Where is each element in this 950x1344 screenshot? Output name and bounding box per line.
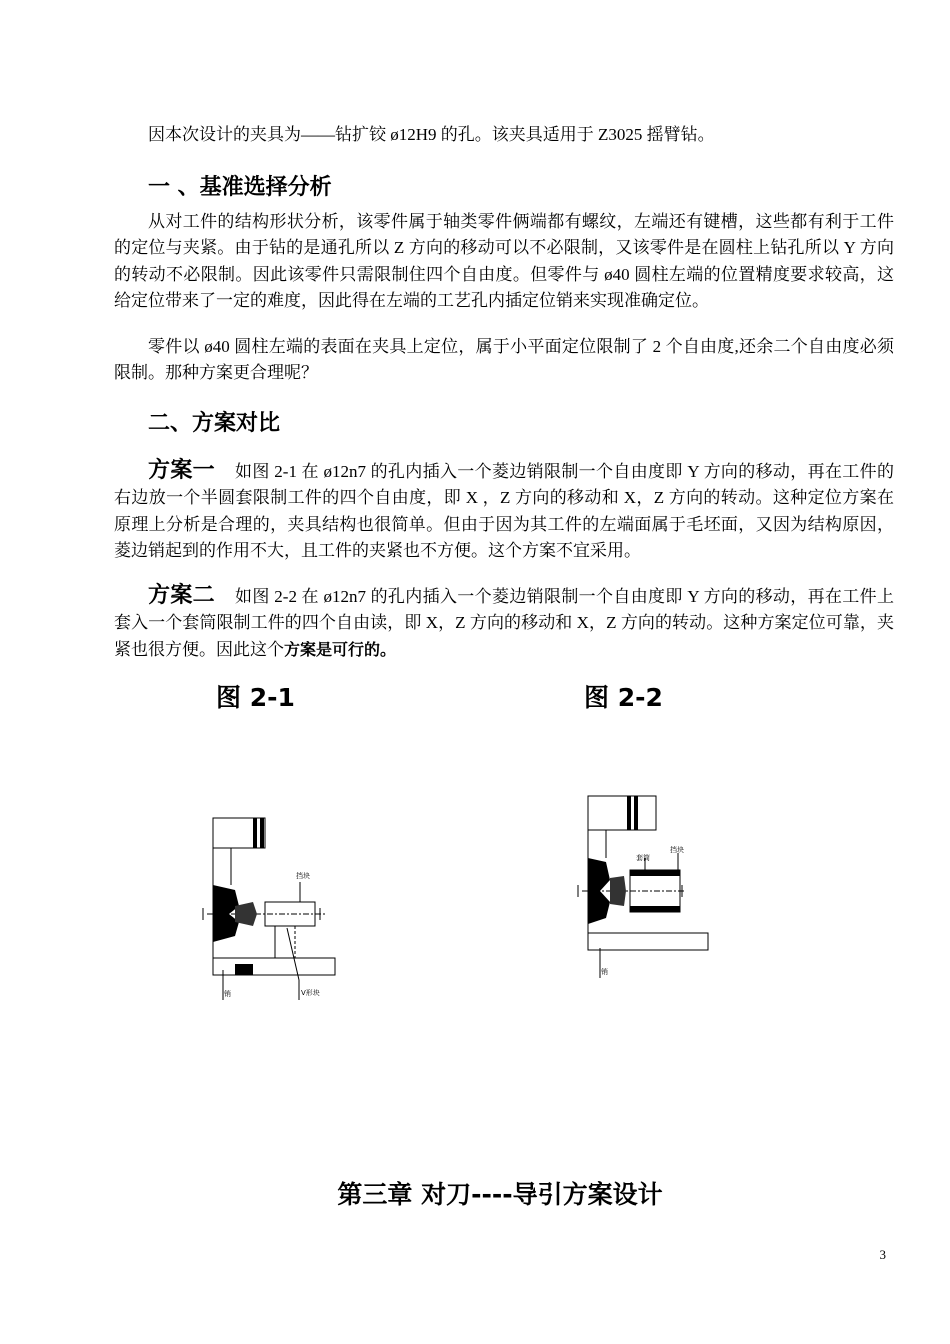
figure-2-1-drawing xyxy=(195,810,345,1010)
figure-2-2-drawing xyxy=(570,788,720,988)
fig2-top-label: 挡块 xyxy=(670,846,684,854)
scheme2-label: 方案二 xyxy=(148,583,216,608)
scheme2-conclusion: 方案是可行的。 xyxy=(284,639,397,659)
scheme1-label: 方案一 xyxy=(148,458,216,483)
fig1-vblock-label: V形块 xyxy=(301,989,320,997)
scheme2-paragraph xyxy=(114,583,894,663)
section1-heading: 一 、基准选择分析 xyxy=(148,175,332,200)
scheme1-paragraph xyxy=(114,458,894,565)
figure-2-1-caption: 图 2-1 xyxy=(216,683,295,712)
figure-2-2-caption: 图 2-2 xyxy=(584,683,663,712)
fig2-pin-label: 销 xyxy=(601,968,608,976)
section1-paragraph-2: 零件以 ø40 圆柱左端的表面在夹具上定位，属于小平面定位限制了 2 个自由度,还余二个自由度必须限制。那种方案更合理呢？ xyxy=(114,337,894,383)
section2-heading: 二、方案对比 xyxy=(148,411,281,436)
intro-paragraph: 因本次设计的夹具为——钻扩铰 ø12H9 的孔。该夹具适用于 Z3025 摇臂钻。 xyxy=(148,125,715,144)
section1-paragraph-1: 从对工件的结构形状分析，该零件属于轴类零件俩端都有螺纹，左端还有键槽，这些都有利于工件的定位与夹紧。由于钻的是通孔所以 Z 方向的移动可以不必限制，又该零件是在圆柱上钻孔所以 Y 方向的转动不必限制。因此该零件只需限制住四个自由度。但零件与 ø40 圆柱左端的位置精度要求较高，这给定位带来了一定的难度，因此得在左端的工艺孔内插定位销来实现准确定位。 xyxy=(114,212,894,311)
scheme1-text: 如图 2-1 在 ø12n7 的孔内插入一个菱边销限制一个自由度即 Y 方向的移动，再在工件的右边放一个半圆套限制工件的四个自由度，即 X ，Z 方向的移动和 X，Z 方向的转动。这种定位方案在原理上分析是合理的，夹具结构也很简单。但由于因为其工件的左端面属于毛坯面，又因为结构原因，菱边销起到的作用不大，且工件的夹紧也不方便。这个方案不宜采用。 xyxy=(114,462,894,561)
fig2-sleeve-label: 套筒 xyxy=(636,854,650,862)
fig1-top-label: 挡块 xyxy=(296,872,310,880)
chapter-title: 第三章 对刀----导引方案设计 xyxy=(337,1180,663,1209)
fig1-pin-label: 销 xyxy=(224,990,231,998)
page-number: 3 xyxy=(879,1247,886,1262)
scheme2-text: 如图 2-2 在 ø12n7 的孔内插入一个菱边销限制一个自由度即 Y 方向的移动，再在工件上套入一个套筒限制工件的四个自由读，即 X，Z 方向的移动和 X，Z 方向的转动。这种方案定位可靠，夹紧也很方便。因此这个 xyxy=(114,587,894,659)
